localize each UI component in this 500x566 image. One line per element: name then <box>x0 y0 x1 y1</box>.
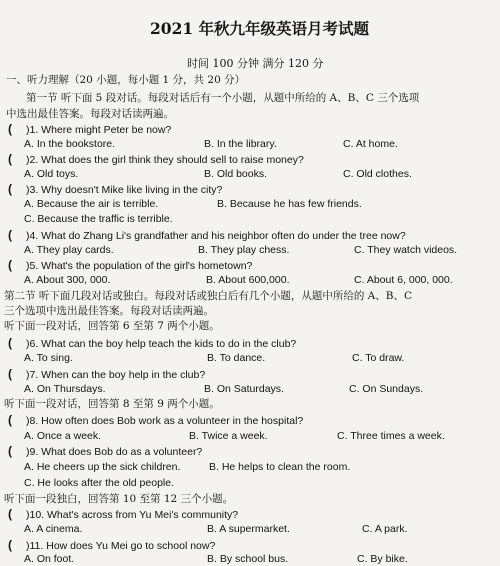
q10-option-b: B. A supermarket. <box>207 523 290 535</box>
q1-option-c: C. At home. <box>343 138 398 150</box>
section2-instruction-line2: 三个选项中选出最佳答案。每段对话读两遍。 <box>4 305 214 317</box>
q8-option-c: C. Three times a week. <box>337 430 445 442</box>
question-7: ( )7. When can the boy help in the club? <box>8 367 206 381</box>
q2-option-b: B. Old books. <box>204 168 268 180</box>
q7-option-c: C. On Sundays. <box>349 383 424 395</box>
q7-option-b: B. On Saturdays. <box>204 383 284 395</box>
q6-option-c: C. To draw. <box>352 352 405 364</box>
question-8: ( )8. How often does Bob work as a volunteer in the hospital? <box>8 413 304 427</box>
answer-bracket[interactable]: ( <box>8 152 12 166</box>
question-5: ( )5. What's the population of the girl's hometown? <box>8 258 253 272</box>
monologue-10-12-instruction: 听下面一段独白，回答第 10 至第 12 三个小题。 <box>4 493 234 505</box>
q2-option-a: A. Old toys. <box>24 168 79 180</box>
part1-heading: 一、听力理解（20 小题，每小题 1 分，共 20 分） <box>6 74 246 86</box>
answer-bracket[interactable]: ( <box>8 507 12 521</box>
question-9: ( )9. What does Bob do as a volunteer? <box>8 444 203 458</box>
q9-option-c: C. He looks after the old people. <box>24 477 175 489</box>
q2-option-c: C. Old clothes. <box>343 168 412 180</box>
question-11: ( )11. How does Yu Mei go to school now? <box>8 538 216 552</box>
answer-bracket[interactable]: ( <box>8 336 12 350</box>
q5-option-b: B. About 600,000. <box>206 274 290 286</box>
dialogue-8-9-instruction: 听下面一段对话，回答第 8 至第 9 两个小题。 <box>4 398 220 410</box>
answer-bracket[interactable]: ( <box>8 122 12 136</box>
dialogue-6-7-instruction: 听下面一段对话，回答第 6 至第 7 两个小题。 <box>4 320 220 332</box>
answer-bracket[interactable]: ( <box>8 413 12 427</box>
question-2: ( )2. What does the girl think they should sell to raise money? <box>8 152 304 166</box>
section1-instruction-line1: 第一节 听下面 5 段对话。每段对话后有一个小题，从题中所给的 A、B、C 三个选项 <box>26 92 420 104</box>
q3-option-b: B. Because he has few friends. <box>217 198 362 210</box>
q10-option-c: C. A park. <box>362 523 408 535</box>
exam-title: 2021 年秋九年级英语月考试题 <box>150 19 370 38</box>
answer-bracket[interactable]: ( <box>8 444 12 458</box>
q5-option-c: C. About 6, 000, 000. <box>354 274 453 286</box>
q10-option-a: A. A cinema. <box>24 523 83 535</box>
q4-option-c: C. They watch videos. <box>354 244 458 256</box>
q1-option-a: A. In the bookstore. <box>24 138 116 150</box>
q5-option-a: A. About 300, 000. <box>24 274 111 286</box>
q11-option-b: B. By school bus. <box>207 553 289 565</box>
q6-option-b: B. To dance. <box>207 352 266 364</box>
answer-bracket[interactable]: ( <box>8 538 12 552</box>
q4-option-b: B. They play chess. <box>198 244 290 256</box>
q3-option-a: A. Because the air is terrible. <box>24 198 159 210</box>
question-6: ( )6. What can the boy help teach the kids to do in the club? <box>8 336 297 350</box>
q7-option-a: A. On Thursdays. <box>24 383 106 395</box>
question-3: ( )3. Why doesn't Mike like living in the city? <box>8 182 223 196</box>
answer-bracket[interactable]: ( <box>8 228 12 242</box>
q3-option-c: C. Because the traffic is terrible. <box>24 213 173 225</box>
question-10: ( )10. What's across from Yu Mei's community? <box>8 507 239 521</box>
answer-bracket[interactable]: ( <box>8 367 12 381</box>
question-4: ( )4. What do Zhang Li's grandfather and his neighbor often do under the tree now? <box>8 228 406 242</box>
section1-instruction-line2: 中选出最佳答案。每段对话读两遍。 <box>6 108 174 120</box>
question-1: ( )1. Where might Peter be now? <box>8 122 172 136</box>
q6-option-a: A. To sing. <box>24 352 73 364</box>
answer-bracket[interactable]: ( <box>8 258 12 272</box>
q8-option-a: A. Once a week. <box>24 430 102 442</box>
exam-time-score: 时间 100 分钟 满分 120 分 <box>187 57 324 70</box>
q11-option-c: C. By bike. <box>357 553 408 565</box>
q8-option-b: B. Twice a week. <box>189 430 268 442</box>
section2-instruction-line1: 第二节 听下面几段对话或独白。每段对话或独白后有几个小题，从题中所给的 A、B、C <box>4 290 413 302</box>
answer-bracket[interactable]: ( <box>8 182 12 196</box>
q1-option-b: B. In the library. <box>204 138 277 150</box>
q11-option-a: A. On foot. <box>24 553 75 565</box>
q4-option-a: A. They play cards. <box>24 244 114 256</box>
q9-option-a: A. He cheers up the sick children. <box>24 461 181 473</box>
q9-option-b: B. He helps to clean the room. <box>209 461 351 473</box>
